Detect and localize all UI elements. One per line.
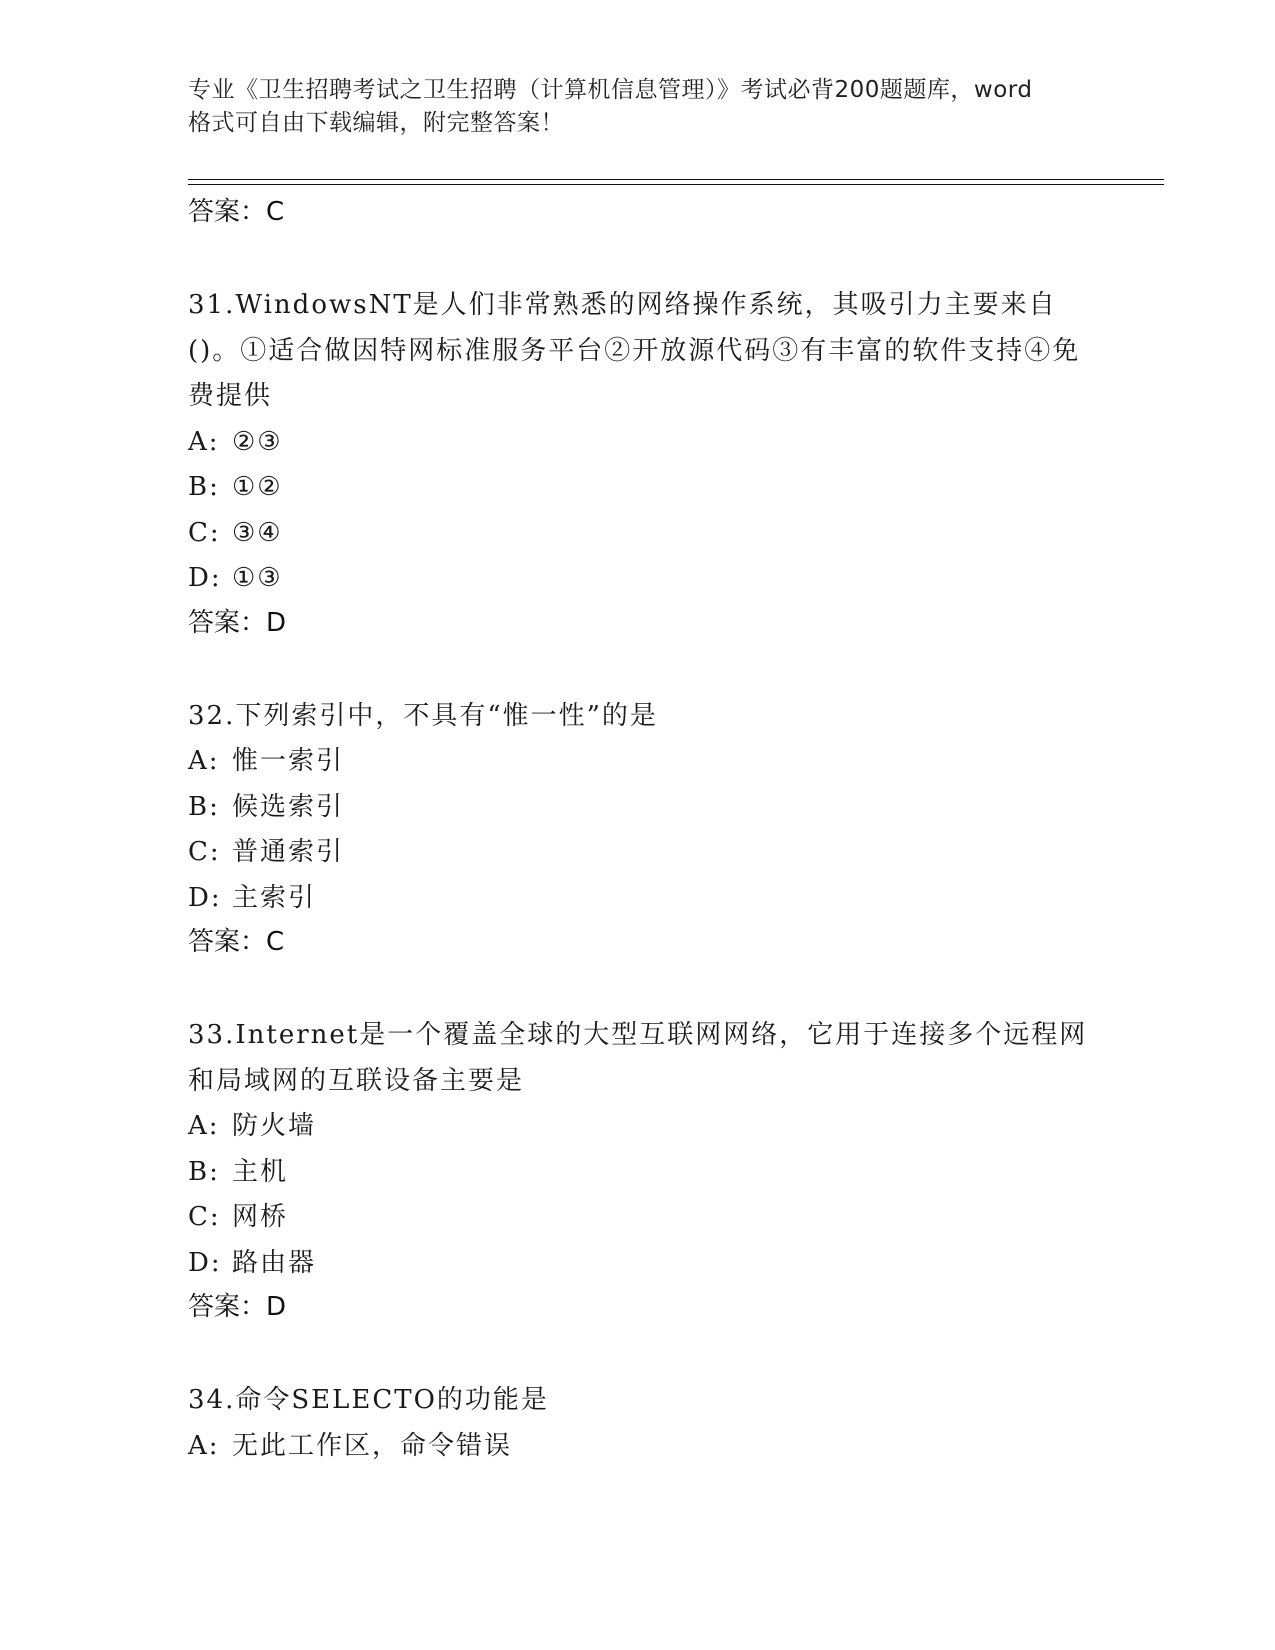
option-text: ②③ <box>232 426 283 457</box>
option-b <box>188 1150 1088 1196</box>
option-letter: A: <box>188 1430 220 1461</box>
option-c <box>188 1195 1088 1241</box>
option-letter: C: <box>188 1202 221 1232</box>
option-b <box>188 465 1088 511</box>
question-stem: 31.WindowsNT是人们非常熟悉的网络操作系统，其吸引力主要来自()。①适合做因特网标准服务平台②开放源代码③有丰富的软件支持④免费提供 <box>188 290 1081 411</box>
question-list <box>188 191 1088 1469</box>
header-divider-bottom <box>188 184 1164 185</box>
question-31 <box>188 283 1088 644</box>
question-stem: 34.命令SELECTO的功能是 <box>188 1385 549 1415</box>
option-text: 普通索引 <box>232 837 345 867</box>
header-line-1: 专业《卫生招聘考试之卫生招聘（计算机信息管理）》考试必背200题题库，word <box>188 77 1033 103</box>
option-c <box>188 511 1088 557</box>
answer-label: 答案：D <box>188 1292 287 1322</box>
option-letter: B: <box>188 1156 220 1187</box>
option-d <box>188 1241 1088 1287</box>
question-33 <box>188 1013 1088 1328</box>
option-d <box>188 556 1088 602</box>
option-letter: D: <box>188 563 222 593</box>
option-a <box>188 1424 1088 1470</box>
option-text: 主索引 <box>232 882 317 913</box>
option-letter: A: <box>188 746 220 776</box>
option-letter: A: <box>188 426 220 457</box>
option-letter: D: <box>188 1247 222 1278</box>
option-text: ③④ <box>232 517 283 548</box>
option-text: 防火墙 <box>232 1111 317 1141</box>
option-letter: B: <box>188 791 220 822</box>
option-a <box>188 1104 1088 1150</box>
option-text: 惟一索引 <box>232 746 345 776</box>
question-stem: 32.下列索引中，不具有“惟一性”的是 <box>188 700 658 731</box>
option-d <box>188 876 1088 922</box>
option-text: 无此工作区，命令错误 <box>232 1430 513 1461</box>
option-text: ①② <box>232 472 283 502</box>
question-stem: 33.Internet是一个覆盖全球的大型互联网网络，它用于连接多个远程网和局域网的互联设备主要是 <box>188 1020 1088 1096</box>
option-letter: C: <box>188 517 221 548</box>
option-text: 主机 <box>232 1156 289 1187</box>
option-text: 路由器 <box>232 1247 317 1278</box>
question-34 <box>188 1378 1088 1469</box>
option-b <box>188 785 1088 831</box>
option-text: 候选索引 <box>232 791 345 822</box>
answer-label: 答案：C <box>188 927 285 957</box>
option-text: ①③ <box>232 563 283 593</box>
option-c <box>188 830 1088 876</box>
option-text: 网桥 <box>232 1202 289 1232</box>
header-line-2: 格式可自由下载编辑，附完整答案！ <box>188 110 564 136</box>
option-letter: D: <box>188 882 222 913</box>
option-letter: A: <box>188 1111 220 1141</box>
question-32 <box>188 694 1088 964</box>
option-letter: C: <box>188 837 221 867</box>
option-a <box>188 420 1088 466</box>
answer-label: 答案：D <box>188 607 287 638</box>
option-a <box>188 739 1088 785</box>
option-letter: B: <box>188 472 220 502</box>
header-divider-top <box>188 179 1164 180</box>
answer-label: 答案：C <box>188 197 285 227</box>
document-header <box>188 74 1108 140</box>
